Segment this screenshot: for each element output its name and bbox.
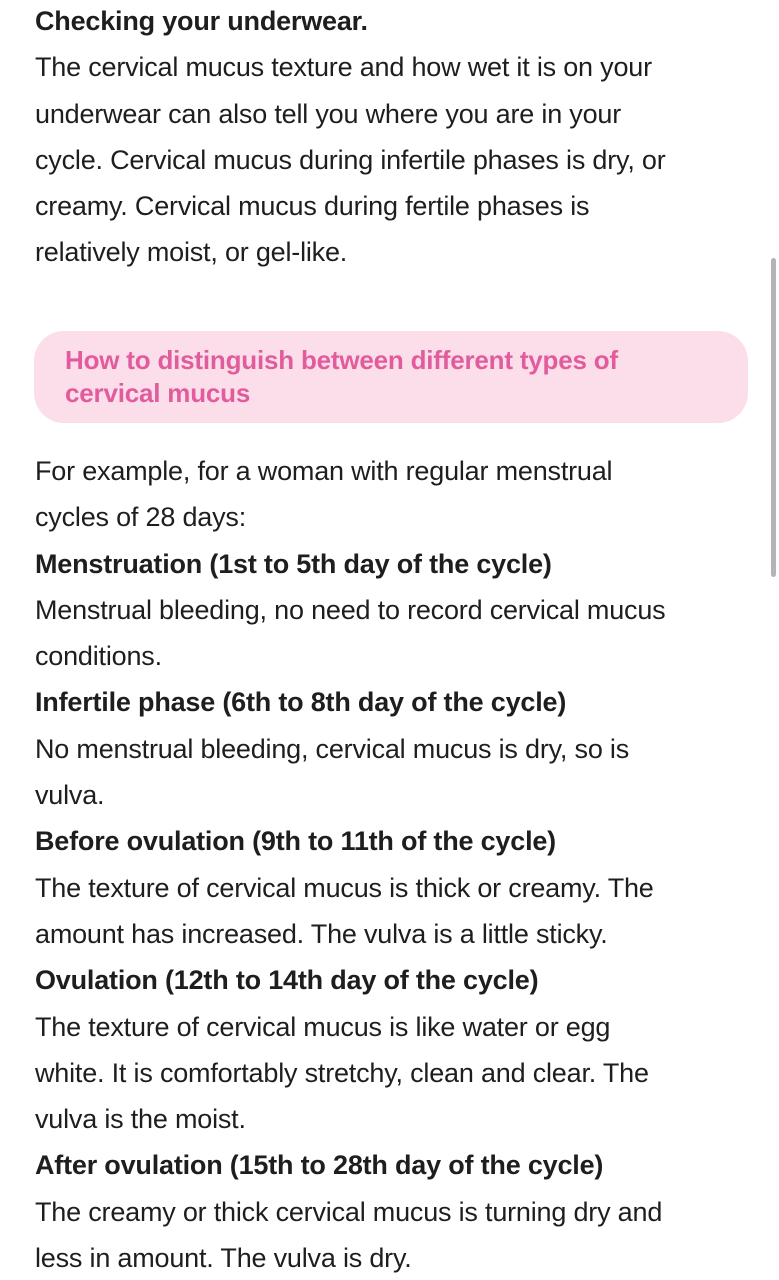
paragraph-line: The cervical mucus texture and how wet it is on your — [35, 52, 652, 83]
scrollbar-thumb[interactable] — [771, 258, 776, 577]
paragraph-line: vulva. — [35, 780, 105, 811]
paragraph-line: amount has increased. The vulva is a little sticky. — [35, 918, 608, 949]
highlight-box — [34, 331, 748, 423]
highlight-box-title-line2: cervical mucus — [65, 378, 251, 408]
paragraph-line: The creamy or thick cervical mucus is turning dry and — [35, 1196, 663, 1227]
section-heading-line: Infertile phase (6th to 8th day of the cycle) — [35, 687, 567, 718]
paragraph-line: creamy. Cervical mucus during fertile phases is — [35, 191, 590, 222]
paragraph-line: The texture of cervical mucus is thick or creamy. The — [35, 872, 654, 903]
paragraph-line: conditions. — [35, 641, 162, 672]
paragraph-line: Menstrual bleeding, no need to record cervical mucus — [35, 594, 666, 625]
paragraph-line: No menstrual bleeding, cervical mucus is dry, so is — [35, 733, 630, 764]
paragraph-line: For example, for a woman with regular menstrual — [35, 456, 613, 486]
intro-paragraph — [35, 0, 759, 276]
paragraph-line: vulva is the moist. — [35, 1104, 246, 1135]
highlight-box-title-line1: How to distinguish between different types of — [65, 345, 618, 375]
section-heading-line: Before ovulation (9th to 11th of the cycle) — [35, 826, 556, 857]
body-paragraphs — [35, 448, 759, 1280]
paragraph-line: less in amount. The vulva is dry. — [35, 1243, 412, 1274]
paragraph-line: cycle. Cervical mucus during infertile phases is dry, or — [35, 144, 666, 175]
paragraph-line: relatively moist, or gel-like. — [35, 237, 348, 268]
paragraph-line: underwear can also tell you where you are in your — [35, 98, 622, 129]
section-heading-line: Checking your underwear. — [35, 6, 368, 36]
section-heading-line: Menstruation (1st to 5th day of the cycle) — [35, 548, 552, 579]
paragraph-line: cycles of 28 days: — [35, 502, 247, 533]
paragraph-line: The texture of cervical mucus is like water or egg — [35, 1011, 611, 1042]
paragraph-line: white. It is comfortably stretchy, clean and clear. The — [35, 1057, 649, 1088]
section-heading-line: After ovulation (15th to 28th day of the cycle) — [35, 1150, 604, 1181]
section-heading-line: Ovulation (12th to 14th day of the cycle) — [35, 965, 539, 996]
